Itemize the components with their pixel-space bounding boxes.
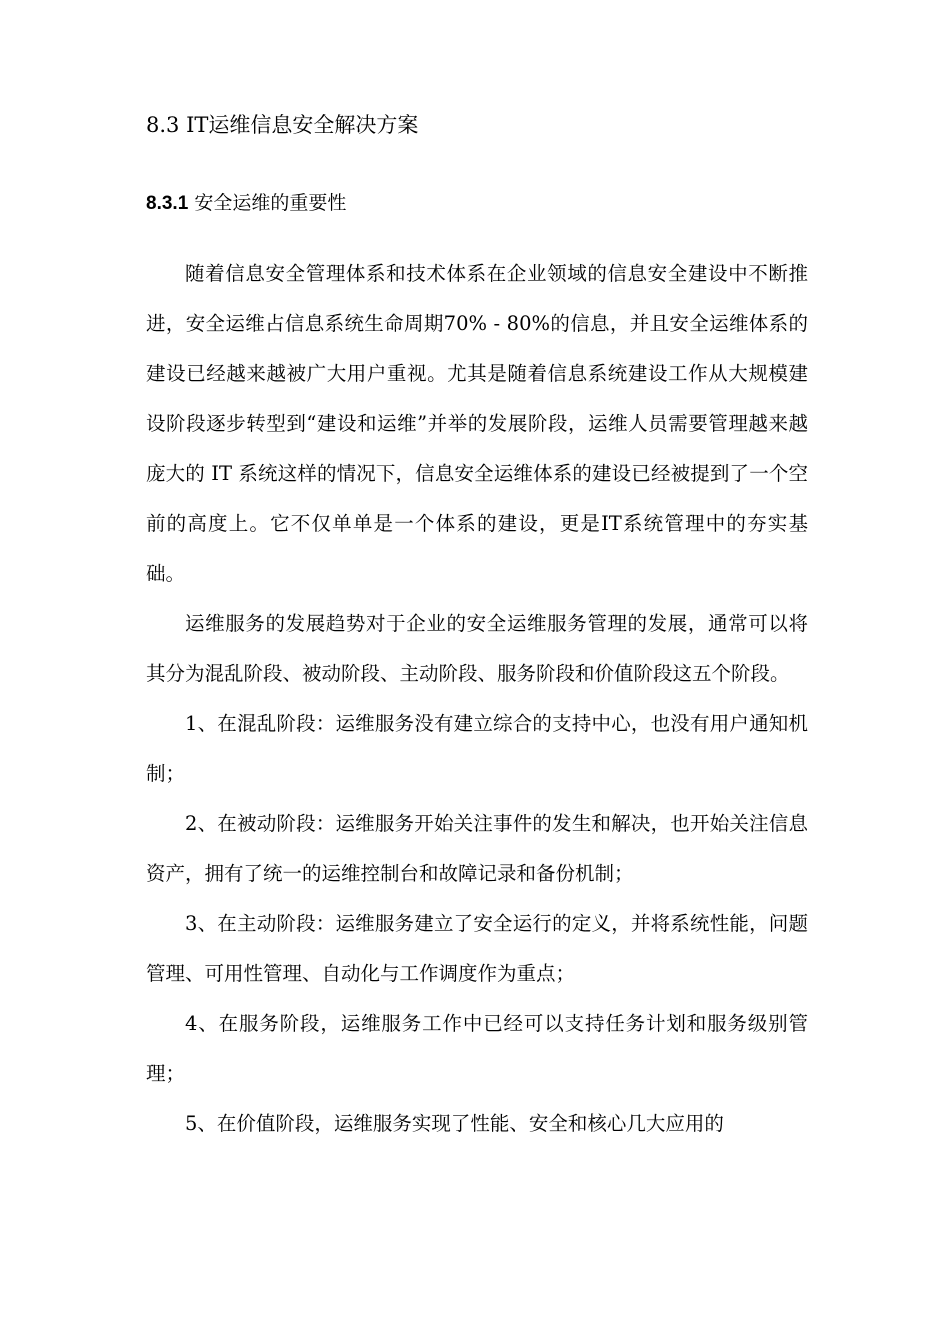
subsection-number: 8.3.1 bbox=[146, 193, 189, 214]
paragraph-stages-overview: 运维服务的发展趋势对于企业的安全运维服务管理的发展，通常可以将其分为混乱阶段、被动阶段、主动阶段、服务阶段和价值阶段这五个阶段。 bbox=[146, 612, 808, 685]
subsection-title: 安全运维的重要性 bbox=[194, 192, 347, 214]
subsection-heading bbox=[146, 188, 346, 219]
paragraph-stage-4: 4、在服务阶段，运维服务工作中已经可以支持任务计划和服务级别管理； bbox=[146, 1012, 808, 1085]
paragraph-stage-5: 5、在价值阶段，运维服务实现了性能、安全和核心几大应用的 bbox=[185, 1112, 724, 1135]
body-text bbox=[146, 249, 808, 1149]
paragraph-stage-2: 2、在被动阶段：运维服务开始关注事件的发生和解决，也开始关注信息资产，拥有了统一的运维控制台和故障记录和备份机制； bbox=[146, 812, 808, 885]
paragraph-intro: 随着信息安全管理体系和技术体系在企业领域的信息安全建设中不断推进，安全运维占信息系统生命周期70% - 80%的信息，并且安全运维体系的建设已经越来越被广大用户重视。尤其是随着信息系统建设工作从大规模建设阶段逐步转型到“建设和运维”并举的发展阶段，运维人员需要管理越来越庞大的 IT 系统这样的情况下，信息安全运维体系的建设已经被提到了一个空前的高度上。它不仅单单是一个体系的建设，更是IT系统管理中的夯实基础。 bbox=[146, 262, 808, 585]
paragraph-stage-1: 1、在混乱阶段：运维服务没有建立综合的支持中心，也没有用户通知机制； bbox=[146, 712, 808, 785]
paragraph-stage-3: 3、在主动阶段：运维服务建立了安全运行的定义，并将系统性能，问题管理、可用性管理、自动化与工作调度作为重点； bbox=[146, 912, 808, 985]
section-heading: 8.3 IT运维信息安全解决方案 bbox=[146, 113, 419, 137]
